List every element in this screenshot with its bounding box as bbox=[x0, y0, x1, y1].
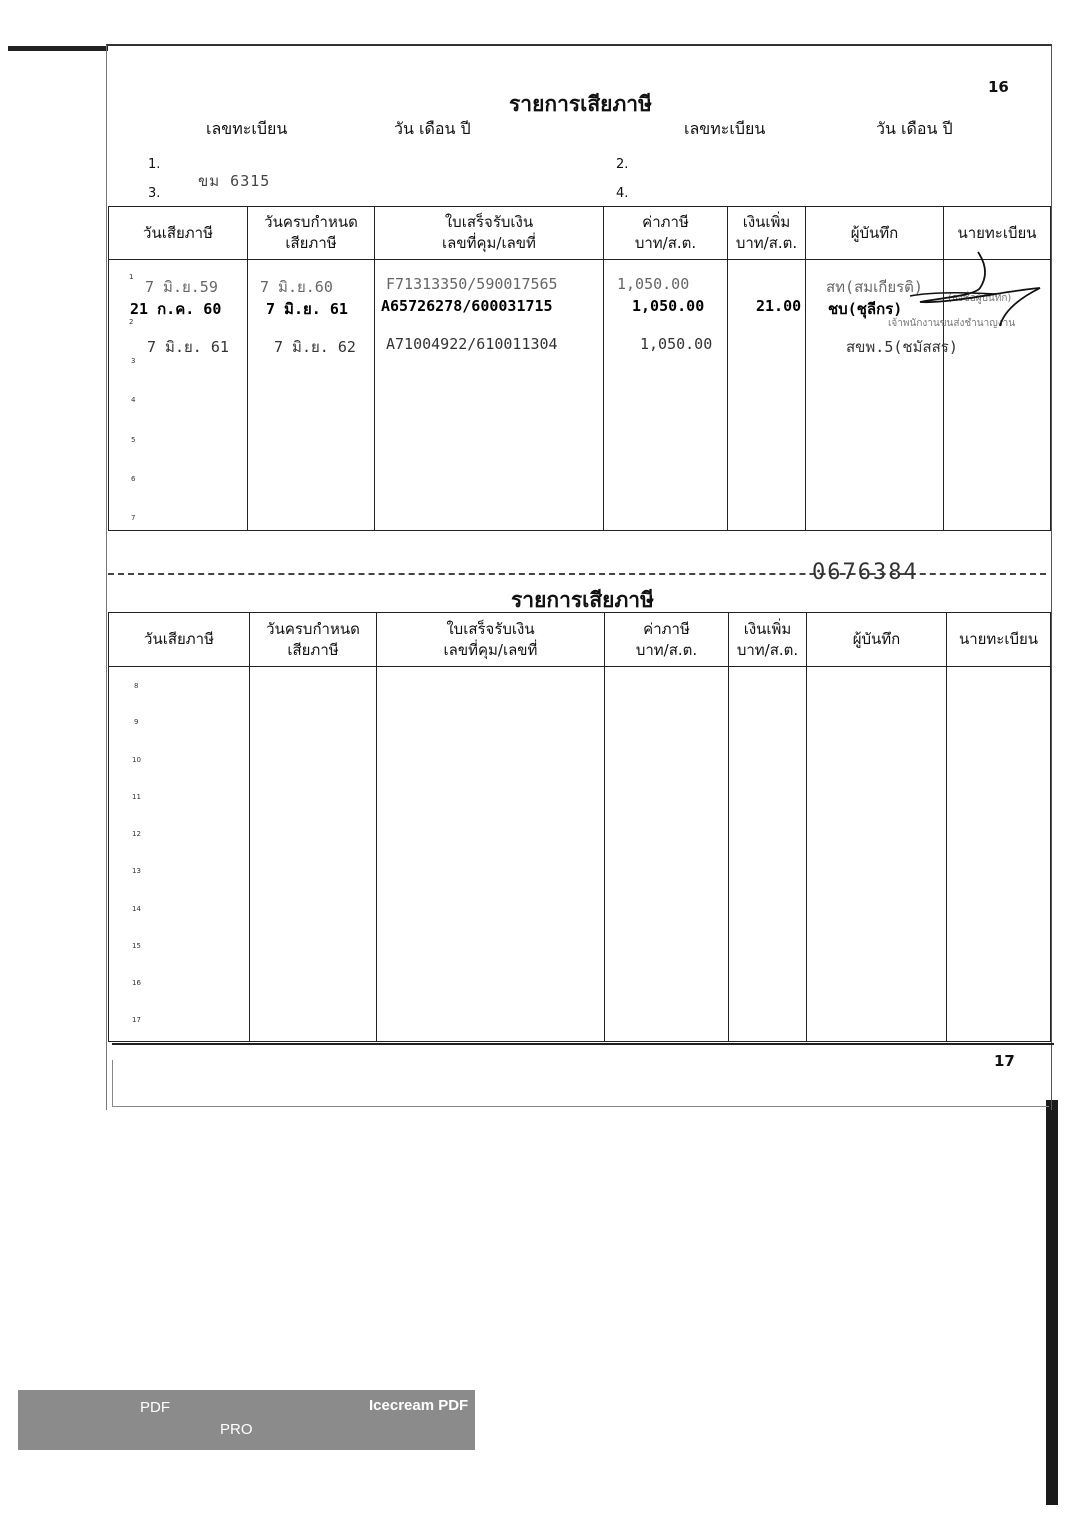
header-due-date: วันครบกำหนด เสียภาษี bbox=[250, 613, 377, 667]
reg-plate-header-2: เลขทะเบียน bbox=[684, 119, 766, 138]
row-number: 10 bbox=[132, 756, 141, 764]
reg-plate-header-1: เลขทะเบียน bbox=[206, 119, 288, 138]
header-tax: ค่าภาษี บาท/ส.ต. bbox=[604, 207, 728, 260]
entry-2-tax: 1,050.00 bbox=[632, 297, 705, 315]
row-number: 13 bbox=[132, 867, 141, 875]
row-number: 11 bbox=[132, 793, 141, 801]
entry-2-surcharge: 21.00 bbox=[756, 297, 802, 315]
entry-1-due-date: 7 มิ.ย.60 bbox=[260, 278, 333, 296]
reg-slot-2: 2. bbox=[616, 157, 629, 172]
entry-2-due-date: 7 มิ.ย. 61 bbox=[266, 300, 348, 318]
bottom-box bbox=[112, 1060, 1049, 1107]
reg-slot-1: 1. bbox=[148, 157, 161, 172]
entry-2-receipt: A65726278/600031715 bbox=[381, 297, 553, 315]
header-pay-date: วันเสียภาษี bbox=[109, 613, 250, 667]
row-number: 7 bbox=[131, 514, 136, 522]
header-tax: ค่าภาษี บาท/ส.ต. bbox=[605, 613, 729, 667]
row-number: 16 bbox=[132, 979, 141, 987]
entry-1-tax: 1,050.00 bbox=[617, 275, 690, 293]
scan-edge-left bbox=[8, 46, 108, 51]
header-registrar: นายทะเบียน bbox=[944, 207, 1051, 260]
page-number-bottom: 17 bbox=[994, 1052, 1015, 1070]
plate-number-value: ขม 6315 bbox=[198, 172, 271, 190]
header-pay-date: วันเสียภาษี bbox=[109, 207, 248, 260]
row-number: 4 bbox=[131, 396, 136, 404]
header-recorder: ผู้บันทึก bbox=[806, 207, 944, 260]
row-number: 17 bbox=[132, 1016, 141, 1024]
watermark-brand: Icecream PDF bbox=[369, 1397, 469, 1414]
entry-3-receipt: A71004922/610011304 bbox=[386, 335, 558, 353]
watermark-banner bbox=[18, 1390, 475, 1450]
entry-1-receipt: F71313350/590017565 bbox=[386, 275, 558, 293]
entry-1-recorder: สท(สมเกียรติ) bbox=[826, 278, 923, 296]
handwritten-signature bbox=[900, 244, 1050, 334]
header-due-date: วันครบกำหนด เสียภาษี bbox=[248, 207, 375, 260]
header-receipt: ใบเสร็จรับเงิน เลขที่คุม/เลขที่ bbox=[375, 207, 604, 260]
entry-3-pay-date: 7 มิ.ย. 61 bbox=[147, 338, 229, 356]
row-number: 6 bbox=[131, 475, 136, 483]
entry-3-due-date: 7 มิ.ย. 62 bbox=[274, 338, 356, 356]
row-number: 3 bbox=[131, 357, 136, 365]
row-number: 1 bbox=[129, 273, 134, 281]
page-number-top: 16 bbox=[988, 78, 1009, 96]
watermark-pro: PRO bbox=[220, 1421, 253, 1438]
row-number: 2 bbox=[129, 318, 134, 326]
row-number: 14 bbox=[132, 905, 141, 913]
section-title-bottom: รายการเสียภาษี bbox=[511, 587, 654, 612]
bottom-rule bbox=[112, 1043, 1054, 1045]
header-surcharge: เงินเพิ่ม บาท/ส.ต. bbox=[728, 207, 806, 260]
row-number: 5 bbox=[131, 436, 136, 444]
header-receipt: ใบเสร็จรับเงิน เลขที่คุม/เลขที่ bbox=[377, 613, 605, 667]
entry-1-pay-date: 7 มิ.ย.59 bbox=[145, 278, 218, 296]
header-registrar: นายทะเบียน bbox=[947, 613, 1051, 667]
entry-3-tax: 1,050.00 bbox=[640, 335, 713, 353]
row-number: 8 bbox=[134, 682, 139, 690]
header-surcharge: เงินเพิ่ม บาท/ส.ต. bbox=[729, 613, 807, 667]
entry-2-pay-date: 21 ก.ค. 60 bbox=[130, 300, 222, 318]
entry-2-recorder: ชบ(ชุลีกร) bbox=[828, 300, 903, 318]
stamp-signature-label: (ลงชื่อผู้บันทึก) bbox=[948, 293, 1012, 304]
reg-date-header-1: วัน เดือน ปี bbox=[394, 119, 471, 138]
scan-edge-right bbox=[1046, 1100, 1058, 1505]
reg-slot-4: 4. bbox=[616, 186, 629, 201]
entry-3-recorder: สขพ.5(ชมัสสร) bbox=[846, 338, 958, 356]
row-number: 12 bbox=[132, 830, 141, 838]
stamp-officer-title: เจ้าพนักงานขนส่งชำนาญงาน bbox=[888, 318, 1016, 329]
header-recorder: ผู้บันทึก bbox=[807, 613, 947, 667]
row-number: 9 bbox=[134, 718, 139, 726]
section-title-top: รายการเสียภาษี bbox=[509, 91, 652, 116]
reg-date-header-2: วัน เดือน ปี bbox=[876, 119, 953, 138]
watermark-pdf: PDF bbox=[140, 1399, 170, 1416]
row-number: 15 bbox=[132, 942, 141, 950]
tax-table-bottom bbox=[108, 612, 1051, 1042]
serial-number: 0676384 bbox=[812, 560, 919, 585]
reg-slot-3: 3. bbox=[148, 186, 161, 201]
